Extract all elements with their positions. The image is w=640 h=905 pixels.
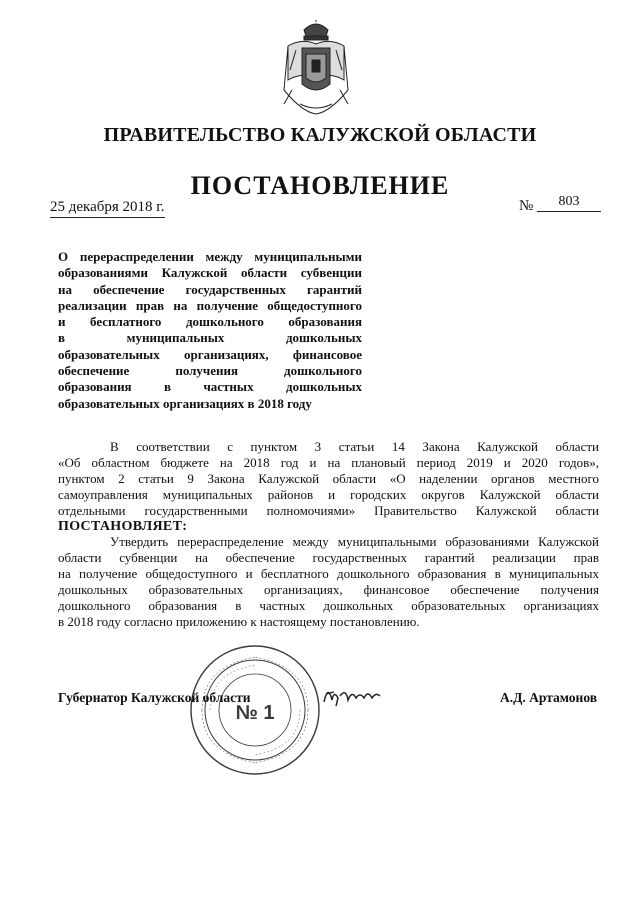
subject-line: реализации прав на получение общедоступного <box>58 297 362 313</box>
body-line: отдельными государственными полномочиями» Правительство Калужской области <box>58 502 599 518</box>
body-line: «Об областном бюджете на 2018 год и на плановый период 2019 и 2020 годов», <box>58 454 599 470</box>
subject-line: в муниципальных дошкольных <box>58 330 362 346</box>
body-line: пунктом 2 статьи 9 Закона Калужской области «О наделении органов местного <box>58 470 599 486</box>
subject-line: О перераспределении между муниципальными <box>58 249 362 264</box>
subject-line: и бесплатного дошкольного образования <box>58 314 362 330</box>
official-seal-stamp <box>188 643 322 777</box>
body-line: дошкольного образования в частных дошкольных образовательных организациях <box>58 598 599 614</box>
signatory-name: А.Д. Артамонов <box>500 690 598 705</box>
subject-line: обеспечение получения дошкольного <box>58 363 362 379</box>
signatory-position: Губернатор Калужской области <box>58 690 251 705</box>
kaluga-coat-of-arms-icon <box>282 20 350 116</box>
subject-heading <box>58 249 362 412</box>
resolution-body <box>58 439 599 630</box>
organization-title: ПРАВИТЕЛЬСТВО КАЛУЖСКОЙ ОБЛАСТИ <box>103 124 537 146</box>
handwritten-signature <box>322 680 384 710</box>
subject-line: образованиями Калужской области субвенции <box>58 265 362 281</box>
body-line: в 2018 году согласно приложению к настоящему постановлению. <box>58 613 420 629</box>
document-number: 803 <box>537 192 601 212</box>
body-line: самоуправления муниципальных районов и городских округов Калужской области <box>58 486 599 502</box>
resolves-keyword: ПОСТАНОВЛЯЕТ: <box>58 518 188 534</box>
subject-line: образовательных организациях, финансовое <box>58 346 362 362</box>
stamp-number: № 1 <box>235 702 275 724</box>
document-date: 25 декабря 2018 г. <box>50 199 165 218</box>
number-label: № <box>519 198 534 214</box>
subject-line: образования в частных дошкольных <box>58 379 362 395</box>
body-line: области субвенции на обеспечение государственных гарантий реализации прав <box>58 550 599 566</box>
body-line: на получение общедоступного и бесплатного дошкольного образования в муниципальных <box>58 566 599 582</box>
subject-line: на обеспечение государственных гарантий <box>58 281 362 297</box>
body-line: В соответствии с пунктом 3 статьи 14 Закона Калужской области <box>110 439 599 454</box>
document-type-title: ПОСТАНОВЛЕНИЕ <box>190 171 450 200</box>
body-line: дошкольных образовательных организациях, финансовое обеспечение получения <box>58 582 599 598</box>
body-line: Утвердить перераспределение между муниципальными образованиями Калужской <box>110 534 599 550</box>
subject-line: образовательных организациях в 2018 году <box>58 395 312 411</box>
